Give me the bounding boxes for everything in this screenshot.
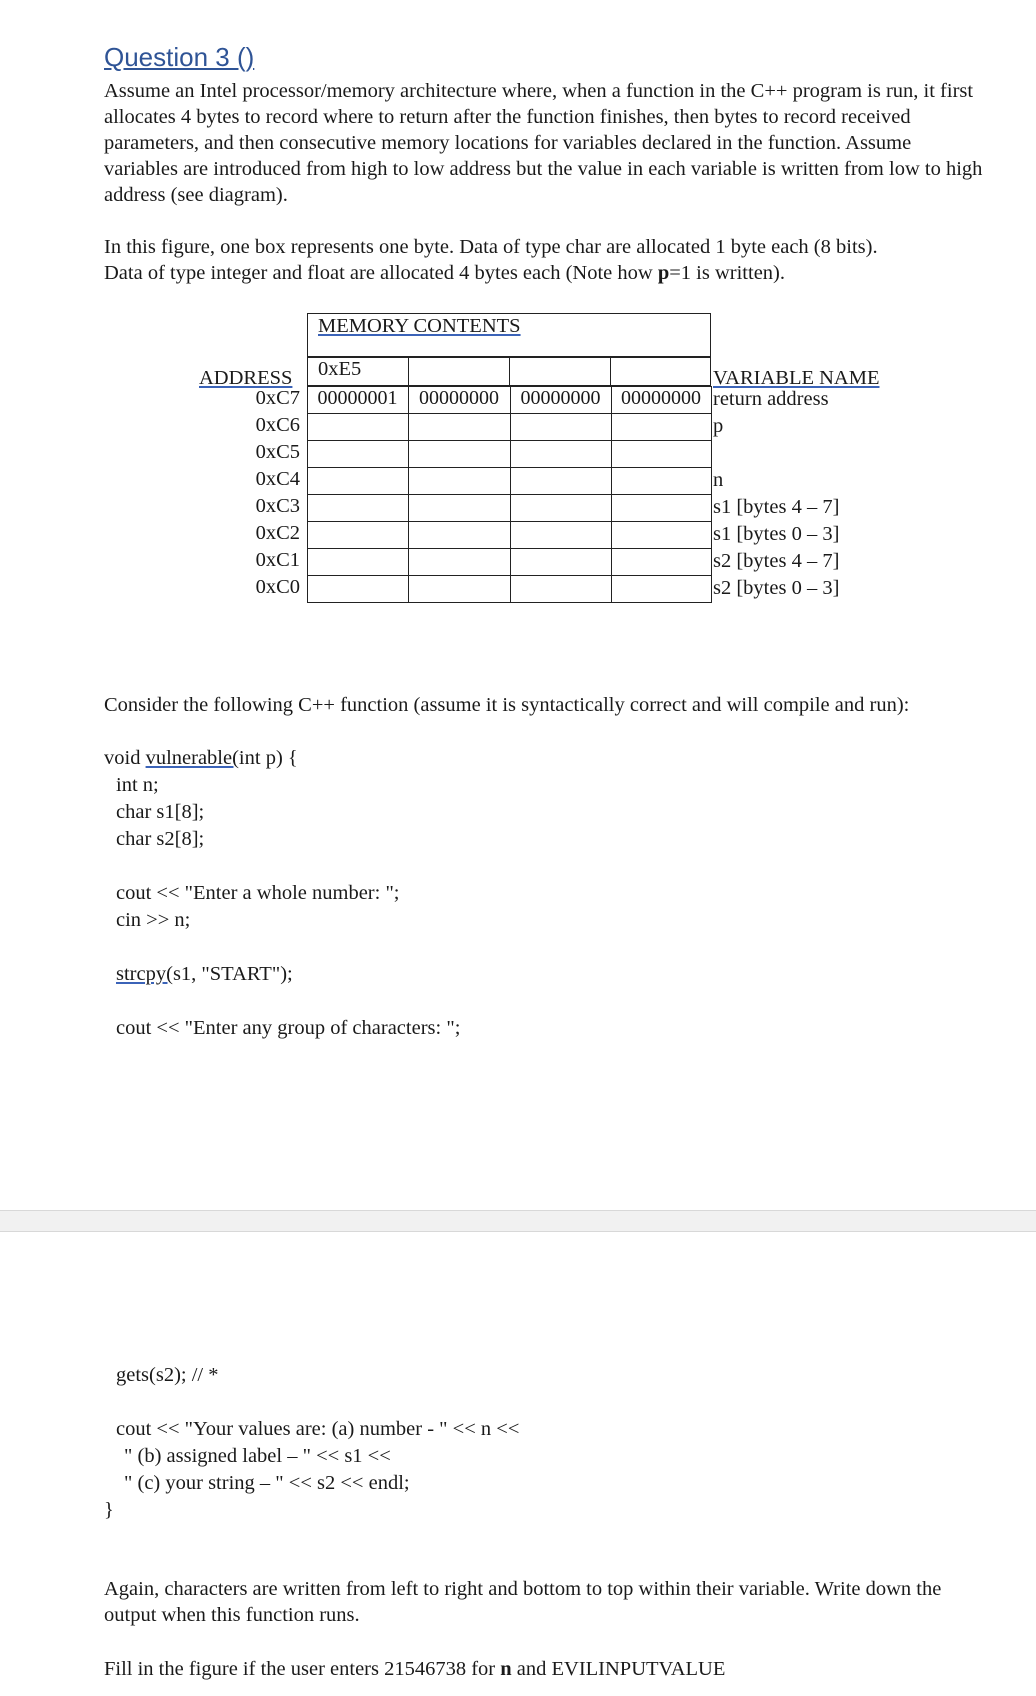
- row-address: 0xC7: [255, 387, 300, 409]
- memory-byte-cell: [510, 548, 612, 576]
- row-address: 0xC1: [255, 549, 300, 571]
- memory-byte-cell: [307, 440, 409, 468]
- memory-byte-cell: [611, 467, 712, 495]
- memory-byte-cell: [307, 548, 409, 576]
- memory-byte-cell: [408, 467, 511, 495]
- row-address: 0xC6: [255, 414, 300, 436]
- row-address: 0xC2: [255, 522, 300, 544]
- page-divider: [0, 1210, 1036, 1232]
- memory-byte-cell: [510, 440, 612, 468]
- code-closing-brace: }: [104, 1499, 114, 1521]
- memory-byte-cell: [510, 575, 612, 603]
- variable-name-heading: VARIABLE NAME: [713, 367, 880, 389]
- memory-byte-cell: [611, 413, 712, 441]
- memory-byte-cell: [307, 413, 409, 441]
- memory-byte-cell: [611, 494, 712, 522]
- row-variable-name: return address: [713, 388, 829, 410]
- address-heading: ADDRESS: [199, 367, 293, 389]
- row-address: 0xC4: [255, 468, 300, 490]
- figure-note: [104, 234, 984, 286]
- memory-byte-cell: [510, 494, 612, 522]
- code-line: gets(s2); // *: [116, 1364, 219, 1386]
- code-line: cout << "Enter any group of characters: ";: [116, 1017, 461, 1039]
- memory-byte-cell: [408, 494, 511, 522]
- row-variable-name: n: [713, 469, 724, 491]
- memory-contents-label: MEMORY CONTENTS: [318, 315, 521, 337]
- memory-byte-cell: [408, 548, 511, 576]
- memory-byte-value: 00000000: [419, 387, 499, 409]
- row-address: 0xC3: [255, 495, 300, 517]
- row-variable-name: s1 [bytes 4 – 7]: [713, 496, 840, 518]
- code-line: cout << "Your values are: (a) number - " << n <<: [116, 1418, 520, 1440]
- row-variable-name: s2 [bytes 0 – 3]: [713, 577, 840, 599]
- memory-byte-cell: [307, 494, 409, 522]
- top-address: 0xE5: [318, 358, 362, 380]
- memory-byte-cell: [307, 467, 409, 495]
- figure-note-line-2: Data of type integer and float are allocated 4 bytes each (Note how p=1 is written).: [104, 262, 786, 284]
- memory-byte-cell: [408, 521, 511, 549]
- memory-byte-cell: [408, 575, 511, 603]
- row-variable-name: s1 [bytes 0 – 3]: [713, 523, 840, 545]
- again-text: Again, characters are written from left to right and bottom to top within their variable. Write down the output when this function runs.: [104, 1578, 942, 1626]
- code-line: char s1[8];: [116, 801, 205, 823]
- figure-note-line-1: In this figure, one box represents one byte. Data of type char are allocated 1 byte each (8 bits).: [104, 236, 878, 258]
- code-line: char s2[8];: [116, 828, 205, 850]
- question-title: Question 3 (): [104, 42, 255, 72]
- code-line: cout << "Enter a whole number: ";: [116, 882, 400, 904]
- memory-byte-value: 00000001: [317, 387, 398, 409]
- memory-byte-value: 00000000: [520, 387, 601, 409]
- row-address: 0xC5: [255, 441, 300, 463]
- memory-byte-cell: [510, 467, 612, 495]
- memory-byte-cell: [408, 413, 511, 441]
- row-variable-name: s2 [bytes 4 – 7]: [713, 550, 840, 572]
- memory-byte-cell: [510, 413, 612, 441]
- code-line: " (b) assigned label – " << s1 <<: [124, 1445, 391, 1467]
- code-line-strcpy: strcpy(s1, "START");: [116, 963, 293, 985]
- memory-byte-cell: [611, 548, 712, 576]
- memory-byte-cell: [307, 575, 409, 603]
- row-address: 0xC0: [255, 576, 300, 598]
- code-line: cin >> n;: [116, 909, 191, 931]
- code-line: " (c) your string – " << s2 << endl;: [124, 1472, 410, 1494]
- code-signature: void vulnerable(int p) {: [104, 747, 298, 769]
- memory-byte-cell: [611, 575, 712, 603]
- memory-byte-cell: [408, 440, 511, 468]
- memory-byte-value: 00000000: [621, 387, 701, 409]
- consider-text: Consider the following C++ function (assume it is syntactically correct and will compile and run):: [104, 694, 910, 716]
- function-name: vulnerable(: [145, 747, 239, 769]
- code-line: int n;: [116, 774, 159, 796]
- fill-text: Fill in the figure if the user enters 21546738 for n and EVILINPUTVALUE: [104, 1658, 726, 1680]
- memory-byte-cell: [611, 440, 712, 468]
- memory-byte-cell: [611, 521, 712, 549]
- memory-byte-cell: [510, 521, 612, 549]
- row-variable-name: p: [713, 415, 724, 437]
- memory-byte-cell: [307, 521, 409, 549]
- intro-paragraph: Assume an Intel processor/memory architecture where, when a function in the C++ program is run, it first allocates 4 bytes to record where to return after the function finishes, then bytes to record received parameters, and then consecutive memory locations for variables declared in the function. Assume variables are introduced from high to low address but the value in each variable is written from low to high address (see diagram).: [104, 80, 983, 206]
